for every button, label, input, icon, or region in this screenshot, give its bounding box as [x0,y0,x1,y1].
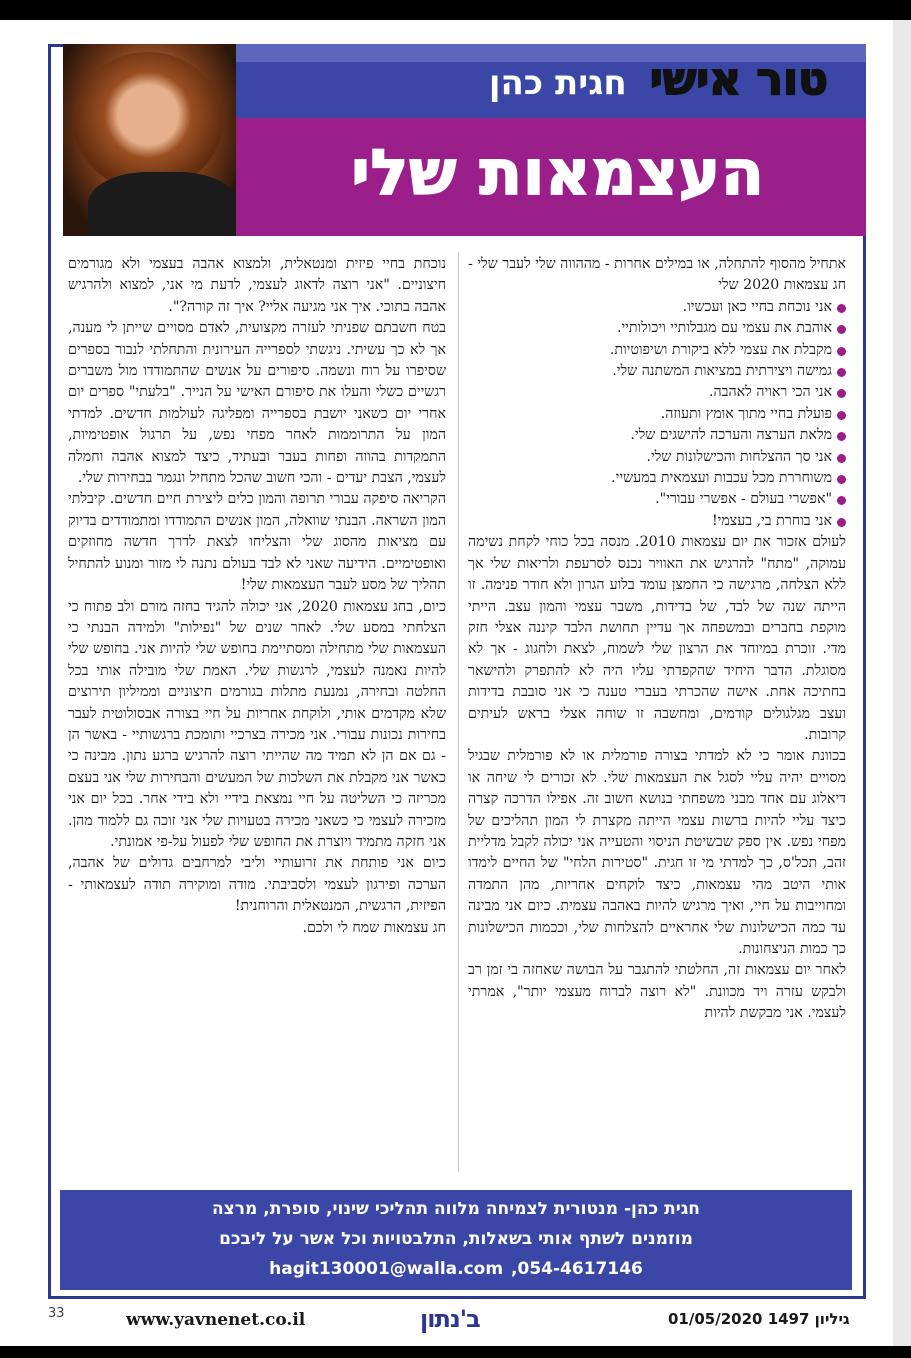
text-column-left [68,254,446,1174]
list-item: אני בוחרת בי, בעצמי! [468,511,846,532]
list-item: משוחררת מכל עכבות ועצמאית במעשיי. [468,468,846,489]
website-link[interactable]: www.yavnenet.co.il [126,1310,306,1330]
screen-bottom-bar [0,1346,911,1358]
contact-line [60,1254,852,1284]
independence-list [468,297,846,532]
list-item: פועלת בחיי מתוך אומץ ותעוזה. [468,404,846,425]
paragraph: בכוונת אומר כי לא למדתי בצורה פורמלית או לא פורמלית שבגיל מסויים יהיה עליי לסגל את העצמאות שלי. לא זכורים לי שיחה או דיאלוג עם אחד מבני משפחתי בנושא חשוב זה. אפילו הדרכה קצרה כיצד עליי להיות ברשות עצמי הייתה מקצרת לי המון תהליכים של מפחי נפש. אין ספק שבשיטת הניסוי והטעייה אני יכולה לקבל מדליית זהב, תכל'ס, כך למדתי מי זו חגית. "סטירות הלחי" של החיים לימדו אותי היטב מהי עצמאות, כיצד לוקחים אחריות, מהן התמדה ומחוייבות על חיי, ואיך מרגיש להיות באהבה עצמית. כיום אני מבינה עד כמה הכישלונות שלי אחראיים להצלחות שלי, וככמות הכישלונות כך כמות הניצחונות. [468,748,846,957]
article-title: העצמאות שלי [351,136,765,209]
column-divider [458,252,459,1172]
screen-top-bar [0,0,911,20]
list-item: מלאת הערצה והערכה להישגים שלי. [468,425,846,446]
paragraph: חג עצמאות שמח לי ולכם. [302,919,446,936]
issue-info: גיליון 1497 01/05/2020 [668,1310,850,1328]
author-bio: חגית כהן- מנטורית לצמיחה מלווה תהליכי שינוי, סופרת, מרצה [212,1199,700,1219]
paragraph: כיום, בחג עצמאות 2020, אני יכולה להגיד בחזה מורם ולב פתוח כי הצלחתי במסע שלי. לאחר שנים של "נפילות" ולמידה הבנתי כי העצמאות שלי מתחילה ומסתיימת בחופש שלי להיות אני. בחופש שלי להיות נאמנה לעצמי, לרגשות שלי. האמת שלי מובילה אותי בכל החלטה ובחירה, נמנעת מתלות בגורמים חיצוניים וממיליון תירוצים שלא מקדמים אותי, ולוקחת אחריות על חיי בצורה אבסולוטית לעבר בחירות נכונות עבורי. אני מכירה בצרכיי ותומכת ברגשותיי - באשר הן - גם אם הן לא תמיד מה שהייתי רוצה להרגיש ברגע נתון. מבינה כי כאשר אני מקבלת את השלכות של המעשים והבחירות שלי אני בעצם מכריזה כי השליטה על חיי נמצאת בידיי ולא בידי אחר. בכל יום אני מזכירה לעצמי כי כשאני מכירה בטעויות שלי אני זוכה גם ללמוד מהן. אני חזקה מתמיד ויוצרת את החופש שלי לפעול על-פי אמונתי. [68,598,446,850]
list-item: אני נוכחת בחיי כאן ועכשיו. [468,297,846,318]
intro-paragraph: אתחיל מהסוף להתחלה, או במילים אחרות - מההווה שלי לעבר שלי - חג עצמאות 2020 שלי [468,256,846,294]
contact-email[interactable]: hagit130001@walla.com [269,1259,504,1279]
column-name: טור אישי [649,54,828,105]
paragraph: הקריאה סיפקה עבורי תרופה והמון כלים ליצירת חיים חדשים. קיבלתי המון השראה. הבנתי שוואלה, המון אנשים התמודדו ומתמודדים בדיוק עם מציאות מהסוג שלי והצליחו לצאת לדרך חדשה מחוזקים ואופטימיים. הידיעה שאני לא לבד בעולם נתנה לי מזור ומנוע להתחיל תהליך של מסע לעבר העצמאות שלי! [68,491,446,594]
list-item: אוהבת את עצמי עם מגבלותיי ויכולותיי. [468,318,846,339]
list-item: "אפשרי בעולם - אפשרי עבורי". [468,489,846,510]
header-title-row [298,54,828,114]
publication-logo: ב'נתון [420,1305,480,1333]
paragraph: בטח חשבתם שפניתי לעזרה מקצועית, לאדם מסויים שייתן לי מענה, אך לא כך עשיתי. ניגשתי לספרייה העירונית והתחלתי לנבור בספרים שסיפרו על רוח ונשמה. סיפורים על אנשים שהתמודדו מול משברים רגשיים כשלי והעלו את סיפורם האישי על הנייר. "בלעתי" ספרים יום אחרי יום כשאני יושבת בספרייה ומפליגה לעולמות חדשים. למדתי המון על התרוממות לאחר מפחי נפש, על תרגול אופטימיות, התמקדות בהווה ופחות בעבר ובעתיד, כיצד למצוא אהבה וחמלה לעצמי, הצבת יעדים - והכי חשוב שהכל מתחיל ונגמר בבחירות שלי. [68,320,446,487]
author-photo-body [88,172,236,236]
author-photo-face [73,52,223,192]
paragraph: לאחר יום עצמאות זה, החלטתי להתגבר על הבושה שאחזה בי זמן רב ולבקש עזרה ויד מכוונת. "לא רוצה לברוח מעצמי יותר", אמרתי לעצמי. אני מבקשת להיות [468,962,846,1022]
text-column-right [468,254,846,1174]
list-item: אני סך ההצלחות והכישלונות שלי. [468,447,846,468]
screen-edge-strip [893,20,911,1346]
page-number: 33 [48,1306,65,1321]
contact-phone[interactable]: ,054-4617146 [511,1259,643,1279]
list-item: גמישה ויצירתית במציאות המשתנה שלי. [468,361,846,382]
page-footer [48,1306,866,1340]
paragraph: כיום אני פותחת את זרועותיי וליבי למרחבים גדולים של אהבה, הערכה ופירגון לעצמי ולסביבתי. מודה ומוקירה תודה לעצמאותי - הפיזית, הרגשית, המנטאלית והרוחנית! [68,855,446,915]
invitation-text: מוזמנים לשתף אותי בשאלות, התלבטויות וכל אשר על ליבכם [219,1229,693,1249]
paragraph: לעולם אזכור את יום עצמאות 2010. מנסה בכל כוחי לקחת נשימה עמוקה, "מתח" להרגיש את האוויר נכנס לסרעפת ולריאות שלי אך ללא הצלחה, מרגישה כי החמצן עומד בלוע הגרון ולא חודר פנימה. זו הייתה שנה של לבד, של בדידות, משבר עצמי והמון עצב. הייתי מוקפת בחברים ובמשפחה אך עדיין תחושת הלבד קיננה אצלי חזק מדי. זוכרת במיוחד את הרצון שלי לשמוח, לצאת ולחגוג - אך לא מסוגלת. הדבר היחיד שהקפדתי עליו היה לא להתפרק ולהישאר בחתיכה אחת. אישה שהכרתי בעברי טענה כי אני סובבת בדידות ועצב מגלגולים קודמים, ומחשבה זו שוחה אצלי בראש לעיתים קרובות. [468,534,846,743]
author-name: חגית כהן [488,63,627,103]
paragraph: נוכחת בחיי פיזית ומנטאלית, ולמצוא אהבה בעצמי ולא מגורמים חיצוניים. "אני רוצה לדאוג לעצמי, לדעת מי אני, למצוא ולהרגיש אהבה בתוכי. איך אני מגיעה אליי? איך זה קורה?". [68,256,446,315]
list-item: מקבלת את עצמי ללא ביקורת ושיפוטיות. [468,340,846,361]
list-item: אני הכי ראויה לאהבה. [468,382,846,403]
author-photo [63,44,236,236]
article-header [48,44,866,236]
author-info-box [60,1190,852,1290]
